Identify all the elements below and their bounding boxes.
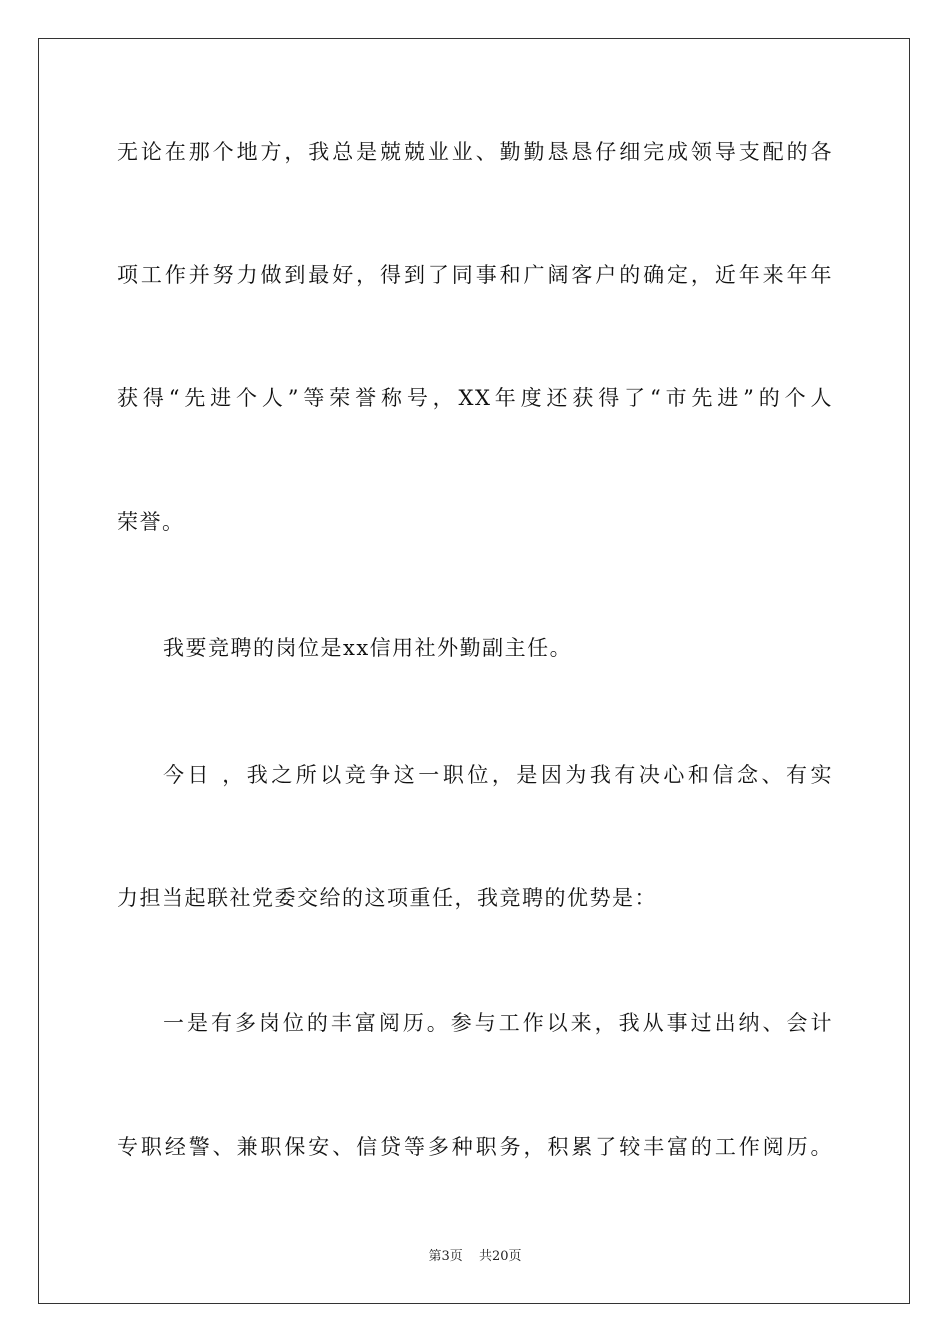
paragraph-line: 获得“先进个人”等荣誉称号，XX年度还获得了“市先进”的个人: [117, 386, 833, 410]
paragraph-line: 专职经警、兼职保安、信贷等多种职务，积累了较丰富的工作阅历。: [117, 1135, 833, 1159]
paragraph-line: 今日 ，我之所以竞争这一职位，是因为我有决心和信念、有实: [163, 763, 833, 787]
paragraph-line: 项工作并努力做到最好，得到了同事和广阔客户的确定，近年来年年: [117, 263, 833, 287]
paragraph-line: 我要竞聘的岗位是xx信用社外勤副主任。: [163, 636, 573, 660]
page-number: 第3页: [428, 1249, 463, 1264]
paragraph-line: 一是有多岗位的丰富阅历。参与工作以来，我从事过出纳、会计: [163, 1011, 833, 1035]
paragraph-line: 无论在那个地方，我总是兢兢业业、勤勤恳恳仔细完成领导支配的各: [117, 140, 833, 164]
page-footer: [0, 1248, 950, 1266]
page-total: 共20页: [478, 1249, 522, 1264]
paragraph-line: 荣誉。: [117, 510, 185, 534]
page-border: [38, 38, 910, 1304]
paragraph-line: 力担当起联社党委交给的这项重任，我竞聘的优势是：: [117, 886, 657, 910]
